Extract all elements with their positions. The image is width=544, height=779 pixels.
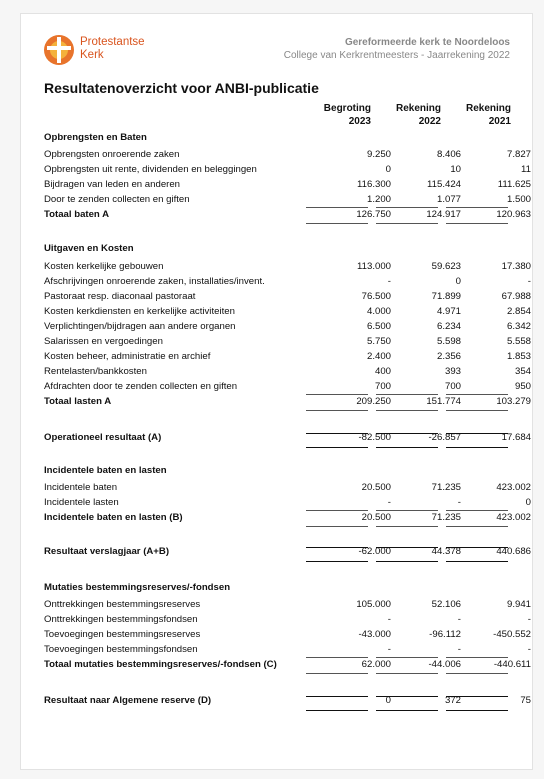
total-rule — [306, 526, 368, 527]
row-label: Bijdragen van leden en anderen — [44, 179, 181, 190]
row-label: Opbrengsten en Baten — [44, 132, 147, 143]
total-rule — [306, 394, 368, 395]
row-value-col-1: 126.750 — [356, 209, 391, 220]
row-label: Totaal mutaties bestemmingsreserves/-fondsen (C) — [44, 659, 277, 670]
row-value-col-3: 2.854 — [506, 306, 531, 317]
total-rule — [446, 526, 508, 527]
row-value-col-2: -44.006 — [428, 659, 461, 670]
row-value-col-1: 105.000 — [356, 599, 391, 610]
row-value-col-3: 354 — [514, 366, 531, 377]
row-value-col-3: 111.625 — [497, 179, 531, 190]
row-label: Verplichtingen/bijdragen aan andere organen — [44, 321, 236, 332]
total-rule — [376, 561, 438, 562]
total-rule — [446, 561, 508, 562]
row-label: Onttrekkingen bestemmingsfondsen — [44, 614, 198, 625]
row-value-col-1: - — [387, 276, 391, 287]
row-label: Afschrijvingen onroerende zaken, installaties/invent. — [44, 276, 265, 287]
total-rule — [446, 394, 508, 395]
row-value-col-3: 17.684 — [501, 432, 531, 443]
total-rule — [376, 447, 438, 448]
row-value-col-3: 0 — [525, 497, 531, 508]
table-row — [44, 627, 531, 642]
row-value-col-1: 5.750 — [366, 336, 391, 347]
row-value-col-3: 423.002 — [496, 512, 531, 523]
row-label: Afdrachten door te zenden collecten en giften — [44, 381, 238, 392]
row-label: Resultaat naar Algemene reserve (D) — [44, 695, 212, 706]
row-value-col-2: 71.235 — [431, 512, 461, 523]
row-value-col-2: 71.899 — [431, 291, 461, 302]
table-row — [44, 379, 531, 394]
total-rule — [306, 696, 368, 697]
row-value-col-1: 2.400 — [366, 351, 391, 362]
row-value-col-3: 75 — [520, 695, 531, 706]
row-label: Toevoegingen bestemmingsfondsen — [44, 644, 198, 655]
table-row — [44, 349, 531, 364]
row-label: Toevoegingen bestemmingsreserves — [44, 629, 201, 640]
page-title: Resultatenoverzicht voor ANBI-publicatie — [44, 80, 319, 96]
row-value-col-2: 124.917 — [426, 209, 461, 220]
table-row — [44, 495, 531, 510]
row-value-col-3: - — [527, 276, 531, 287]
row-value-col-3: 9.941 — [506, 599, 531, 610]
total-rule — [306, 710, 368, 711]
total-rule — [306, 510, 368, 511]
table-row — [44, 597, 531, 612]
row-value-col-3: 7.827 — [506, 149, 531, 160]
row-value-col-3: 120.963 — [496, 209, 531, 220]
brand-line-1: Protestantse — [80, 36, 145, 48]
row-value-col-2: 44.378 — [431, 546, 461, 557]
row-label: Resultaat verslagjaar (A+B) — [44, 546, 170, 557]
total-rule — [376, 207, 438, 208]
table-row-heading — [44, 580, 511, 595]
total-rule — [376, 710, 438, 711]
row-value-col-2: 115.424 — [427, 179, 461, 190]
row-label: Incidentele baten en lasten (B) — [44, 512, 183, 523]
row-value-col-3: -450.552 — [493, 629, 531, 640]
total-rule — [306, 223, 368, 224]
document-header — [284, 36, 510, 62]
table-row — [44, 480, 531, 495]
row-value-col-3: 11 — [521, 164, 531, 175]
row-value-col-3: 440.686 — [496, 546, 531, 557]
row-value-col-1: 62.000 — [361, 659, 391, 670]
row-value-col-2: 10 — [450, 164, 461, 175]
row-label: Opbrengsten onroerende zaken — [44, 149, 180, 160]
total-rule — [306, 657, 368, 658]
row-value-col-2: -96.112 — [429, 629, 461, 640]
total-rule — [446, 447, 508, 448]
row-value-col-2: 393 — [444, 366, 461, 377]
total-rule — [376, 673, 438, 674]
row-value-col-1: 0 — [385, 695, 391, 706]
row-value-col-2: - — [457, 644, 461, 655]
row-value-col-1: 0 — [385, 164, 391, 175]
row-value-col-1: - — [387, 614, 391, 625]
table-row-heading — [44, 463, 511, 478]
table-row — [44, 162, 531, 177]
table-row — [44, 612, 531, 627]
total-rule — [446, 433, 508, 434]
report-page — [21, 14, 532, 769]
row-value-col-2: 0 — [455, 276, 461, 287]
row-value-col-2: 1.077 — [436, 194, 461, 205]
total-rule — [446, 696, 508, 697]
table-row-heading — [44, 693, 531, 708]
row-value-col-1: 400 — [374, 366, 391, 377]
table-row — [44, 192, 531, 207]
total-rule — [446, 673, 508, 674]
table-row-heading — [44, 544, 531, 559]
row-value-col-1: 20.500 — [361, 512, 391, 523]
row-label: Pastoraat resp. diaconaal pastoraat — [44, 291, 196, 302]
table-row-heading — [44, 394, 531, 409]
row-label: Opbrengsten uit rente, dividenden en beleggingen — [44, 164, 257, 175]
row-value-col-2: 52.106 — [431, 599, 461, 610]
total-rule — [376, 547, 438, 548]
row-value-col-1: -62.000 — [358, 546, 391, 557]
total-rule — [306, 561, 368, 562]
row-value-col-1: 6.500 — [366, 321, 391, 332]
row-value-col-1: 20.500 — [361, 482, 391, 493]
total-rule — [446, 410, 508, 411]
row-value-col-3: 950 — [514, 381, 531, 392]
row-value-col-1: 700 — [374, 381, 391, 392]
row-value-col-3: 6.342 — [506, 321, 531, 332]
row-value-col-3: 423.002 — [496, 482, 531, 493]
total-rule — [446, 657, 508, 658]
row-value-col-1: 116.300 — [357, 179, 391, 190]
table-row-heading — [44, 241, 511, 256]
total-rule — [306, 207, 368, 208]
row-value-col-3: 1.853 — [506, 351, 531, 362]
table-row — [44, 319, 531, 334]
row-label: Door te zenden collecten en giften — [44, 194, 190, 205]
row-value-col-2: 372 — [444, 695, 461, 706]
total-rule — [306, 410, 368, 411]
row-label: Kosten beheer, administratie en archief — [44, 351, 211, 362]
table-row — [44, 289, 531, 304]
row-label: Kosten kerkdiensten en kerkelijke activiteiten — [44, 306, 235, 317]
total-rule — [376, 696, 438, 697]
table-row-heading — [44, 130, 511, 145]
row-value-col-1: -43.000 — [358, 629, 391, 640]
total-rule — [446, 207, 508, 208]
row-value-col-3: -440.611 — [493, 659, 531, 670]
table-row — [44, 364, 531, 379]
row-label: Salarissen en vergoedingen — [44, 336, 163, 347]
cross-logo-icon — [43, 34, 75, 66]
row-label: Incidentele baten — [44, 482, 118, 493]
row-value-col-2: - — [457, 497, 461, 508]
column-header-rekening-2021: Rekening 2021 — [465, 103, 511, 127]
brand-name — [80, 36, 145, 62]
total-rule — [446, 223, 508, 224]
row-value-col-1: -82.500 — [358, 432, 391, 443]
table-row-heading — [44, 657, 531, 672]
row-value-col-2: - — [457, 614, 461, 625]
row-label: Totaal baten A — [44, 209, 110, 220]
table-row-heading — [44, 430, 531, 445]
table-row — [44, 642, 531, 657]
row-value-col-1: 1.200 — [366, 194, 391, 205]
row-value-col-1: 9.250 — [366, 149, 391, 160]
total-rule — [306, 433, 368, 434]
document-subtitle: College van Kerkrentmeesters - Jaarrekening 2022 — [283, 50, 510, 61]
church-name: Gereformeerde kerk te Noordeloos — [344, 37, 510, 48]
table-row-heading — [44, 207, 531, 222]
total-rule — [446, 547, 508, 548]
row-value-col-2: 4.971 — [436, 306, 461, 317]
table-row — [44, 147, 531, 162]
total-rule — [376, 394, 438, 395]
row-label: Operationeel resultaat (A) — [44, 432, 162, 443]
table-row — [44, 304, 531, 319]
row-value-col-1: 4.000 — [366, 306, 391, 317]
row-label: Kosten kerkelijke gebouwen — [44, 261, 164, 272]
row-value-col-1: - — [387, 644, 391, 655]
row-label: Rentelasten/bankkosten — [44, 366, 147, 377]
total-rule — [376, 410, 438, 411]
total-rule — [376, 526, 438, 527]
row-label: Uitgaven en Kosten — [44, 243, 134, 254]
table-row — [44, 274, 531, 289]
total-rule — [376, 657, 438, 658]
table-row — [44, 334, 531, 349]
row-label: Onttrekkingen bestemmingsreserves — [44, 599, 201, 610]
total-rule — [376, 510, 438, 511]
total-rule — [446, 510, 508, 511]
row-label: Incidentele baten en lasten — [44, 465, 167, 476]
row-value-col-3: 1.500 — [506, 194, 531, 205]
row-value-col-1: 113.000 — [357, 261, 391, 272]
row-value-col-2: 700 — [444, 381, 461, 392]
row-value-col-2: 151.774 — [426, 396, 461, 407]
brand-line-2: Kerk — [80, 49, 104, 61]
table-row — [44, 259, 531, 274]
total-rule — [306, 547, 368, 548]
row-value-col-3: 5.558 — [506, 336, 531, 347]
row-value-col-3: 67.988 — [501, 291, 531, 302]
table-row — [44, 177, 531, 192]
row-value-col-1: - — [387, 497, 391, 508]
row-value-col-3: - — [527, 614, 531, 625]
row-value-col-2: 2.356 — [436, 351, 461, 362]
row-value-col-2: 59.623 — [431, 261, 461, 272]
total-rule — [306, 673, 368, 674]
column-header-rekening-2022: Rekening 2022 — [395, 103, 441, 127]
row-value-col-2: 6.234 — [436, 321, 461, 332]
row-value-col-2: 71.235 — [431, 482, 461, 493]
row-value-col-3: 17.380 — [501, 261, 531, 272]
total-rule — [306, 447, 368, 448]
row-value-col-2: -26.857 — [428, 432, 461, 443]
row-value-col-3: 103.279 — [496, 396, 531, 407]
row-value-col-1: 76.500 — [361, 291, 391, 302]
row-value-col-2: 5.598 — [436, 336, 461, 347]
row-label: Incidentele lasten — [44, 497, 119, 508]
total-rule — [446, 710, 508, 711]
row-value-col-3: - — [527, 644, 531, 655]
total-rule — [376, 223, 438, 224]
row-label: Totaal lasten A — [44, 396, 112, 407]
total-rule — [376, 433, 438, 434]
row-value-col-2: 8.406 — [436, 149, 461, 160]
column-header-begroting-2023: Begroting 2023 — [323, 103, 371, 127]
table-row-heading — [44, 510, 531, 525]
row-value-col-1: 209.250 — [356, 396, 391, 407]
row-label: Mutaties bestemmingsreserves/-fondsen — [44, 582, 231, 593]
